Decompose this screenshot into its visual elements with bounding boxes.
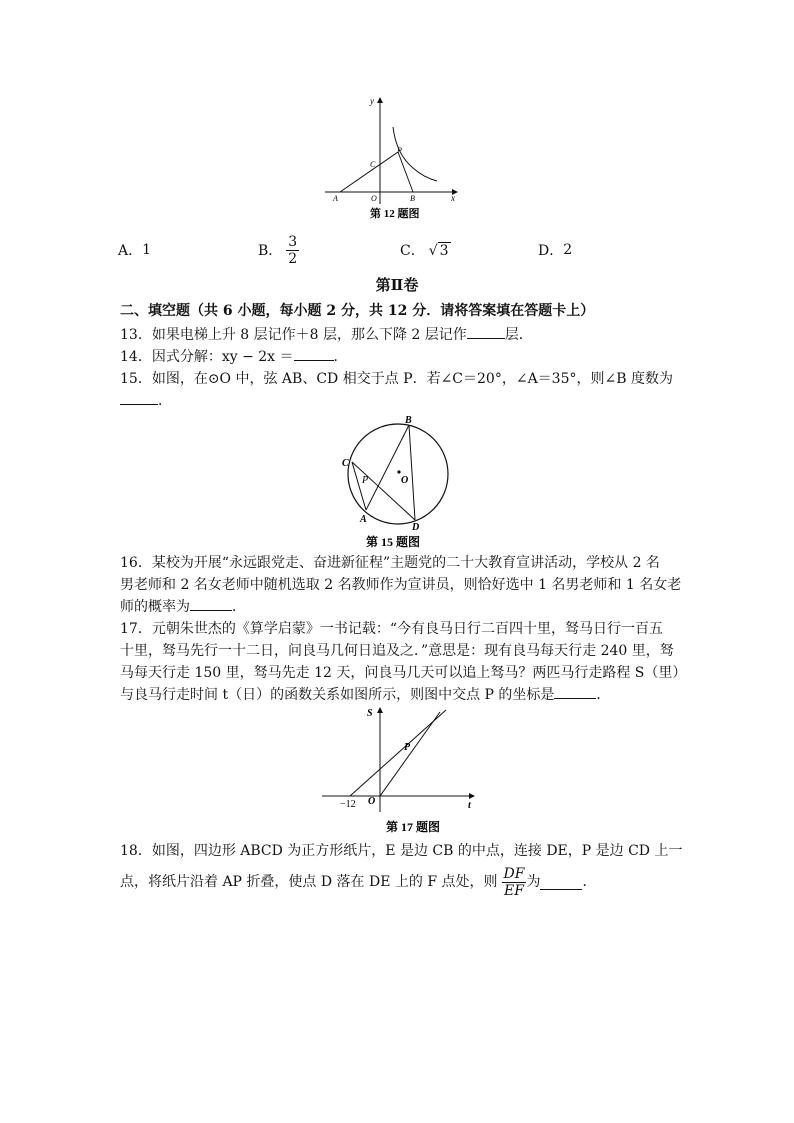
sqrt-icon: √ xyxy=(428,242,438,259)
q18-text-end: ． xyxy=(582,874,597,890)
choice-c[interactable] xyxy=(400,230,451,270)
question-17-line2: 十里，驽马先行一十二日，问良马几何日追及之．”意思是：现有良马每天行走 240 里，驽 xyxy=(120,643,674,659)
question-14 xyxy=(120,346,348,368)
choice-c-sqrt xyxy=(429,242,451,259)
fig12-c-label: C xyxy=(370,160,376,169)
figure-12-graph xyxy=(325,92,465,222)
q18-frac-numerator: DF xyxy=(503,865,525,882)
q14-answer-blank[interactable] xyxy=(294,346,334,361)
q18-answer-blank[interactable] xyxy=(540,875,582,890)
fig15-c-label: C xyxy=(342,458,349,469)
q15-answer-blank[interactable] xyxy=(120,390,158,405)
question-18-line2 xyxy=(120,862,596,902)
figure-12 xyxy=(325,92,465,222)
question-17-line4 xyxy=(120,684,610,706)
q16-text: 师的概率为 xyxy=(120,599,190,615)
choice-d-label: D． xyxy=(538,243,564,259)
fig15-caption: 第 15 题图 xyxy=(366,535,421,549)
question-18-line1: 18．如图，四边形 ABCD 为正方形纸片，E 是边 CB 的中点，连接 DE，P 是边 CD 上一 xyxy=(120,843,683,859)
fig15-b-label: B xyxy=(405,415,412,426)
choice-a-value: 1 xyxy=(142,242,152,258)
q14-text: 14．因式分解：xy − 2x ＝ xyxy=(120,349,294,365)
choices-row xyxy=(118,230,718,270)
question-17-line3: 马每天行走 150 里，驽马先走 12 天，问良马几天可以追上驽马？两匹马行走路程 S（里） xyxy=(120,665,687,681)
figure-17-graph xyxy=(318,704,483,838)
fig15-a-label: A xyxy=(360,514,367,525)
choice-b-denominator: 2 xyxy=(288,250,298,267)
q17-text: 与良马行走时间 t（日）的函数关系如图所示，则图中交点 P 的坐标是 xyxy=(120,687,555,703)
q18-text: 点，将纸片沿着 AP 折叠，使点 D 落在 DE 上的 F 点处，则 xyxy=(120,874,498,890)
question-15-line2 xyxy=(120,390,172,412)
fig12-a-label: A xyxy=(333,194,338,203)
figure-15 xyxy=(330,412,460,552)
choice-b[interactable] xyxy=(258,230,299,270)
q16-answer-blank[interactable] xyxy=(190,596,232,611)
fig17-caption: 第 17 题图 xyxy=(386,820,441,834)
question-16-line1: 16．某校为开展“永远跟党走、奋进新征程”主题党的二十大教育宣讲活动，学校从 2 名 xyxy=(120,555,660,571)
figure-15-circle-diagram xyxy=(330,412,460,552)
fig17-neg12-label: −12 xyxy=(340,799,356,810)
q18-fraction xyxy=(502,866,527,899)
figure-17 xyxy=(318,704,483,838)
q15-text-end: ． xyxy=(158,393,172,409)
choice-b-label: B． xyxy=(258,243,283,259)
q13-text: 13．如果电梯上升 8 层记作＋8 层，那么下降 2 层记作 xyxy=(120,327,467,343)
q16-text-end: ． xyxy=(232,599,246,615)
fig17-t-label: t xyxy=(468,800,471,811)
q17-text-end: ． xyxy=(596,687,611,703)
choice-c-radicand: 3 xyxy=(439,242,449,259)
fig12-p-label: P xyxy=(397,146,402,155)
choice-d-value: 2 xyxy=(563,242,573,258)
choice-b-numerator: 3 xyxy=(288,233,298,250)
q18-text-mid: 为 xyxy=(526,874,541,890)
choice-c-label: C． xyxy=(400,243,425,259)
part2-heading: 二、填空题（共 6 小题，每小题 2 分，共 12 分．请将答案填在答题卡上） xyxy=(120,303,595,319)
fig15-o-label: O xyxy=(401,475,409,486)
fig12-x-label: x xyxy=(451,193,455,203)
question-15-line1: 15．如图，在⊙O 中，弦 AB、CD 相交于点 P．若∠C＝20°，∠A＝35°，则∠B 度数为 xyxy=(120,371,673,387)
q13-text-end: 层． xyxy=(504,327,533,343)
fig17-s-label: S xyxy=(367,708,373,719)
question-13 xyxy=(120,324,533,346)
q18-frac-denominator: EF xyxy=(504,882,524,899)
fig12-y-label: y xyxy=(370,96,374,106)
question-16-line3 xyxy=(120,596,246,618)
fig12-caption: 第 12 题图 xyxy=(370,208,420,220)
section-title: 第Ⅱ卷 xyxy=(375,276,419,294)
choice-d[interactable] xyxy=(538,230,572,270)
q17-answer-blank[interactable] xyxy=(554,684,596,699)
q13-answer-blank[interactable] xyxy=(467,324,505,339)
fig12-b-label: B xyxy=(410,194,415,203)
choice-a[interactable] xyxy=(118,230,151,270)
question-16-line2: 男老师和 2 名女老师中随机选取 2 名教师作为宣讲员，则恰好选中 1 名男老师和 1 名女老 xyxy=(120,577,682,593)
fig17-p-label: P xyxy=(404,742,411,753)
q14-text-end: ． xyxy=(333,349,348,365)
question-17-line1: 17．元朝朱世杰的《算学启蒙》一书记载：“今有良马日行二百四十里，驽马日行一百五 xyxy=(120,621,663,637)
fig17-o-label: O xyxy=(368,796,376,807)
fig15-d-label: D xyxy=(412,522,420,533)
choice-b-fraction xyxy=(286,234,299,267)
choice-a-label: A． xyxy=(118,243,143,259)
fig12-o-label: O xyxy=(371,194,377,203)
fig15-p-label: P xyxy=(362,475,369,486)
